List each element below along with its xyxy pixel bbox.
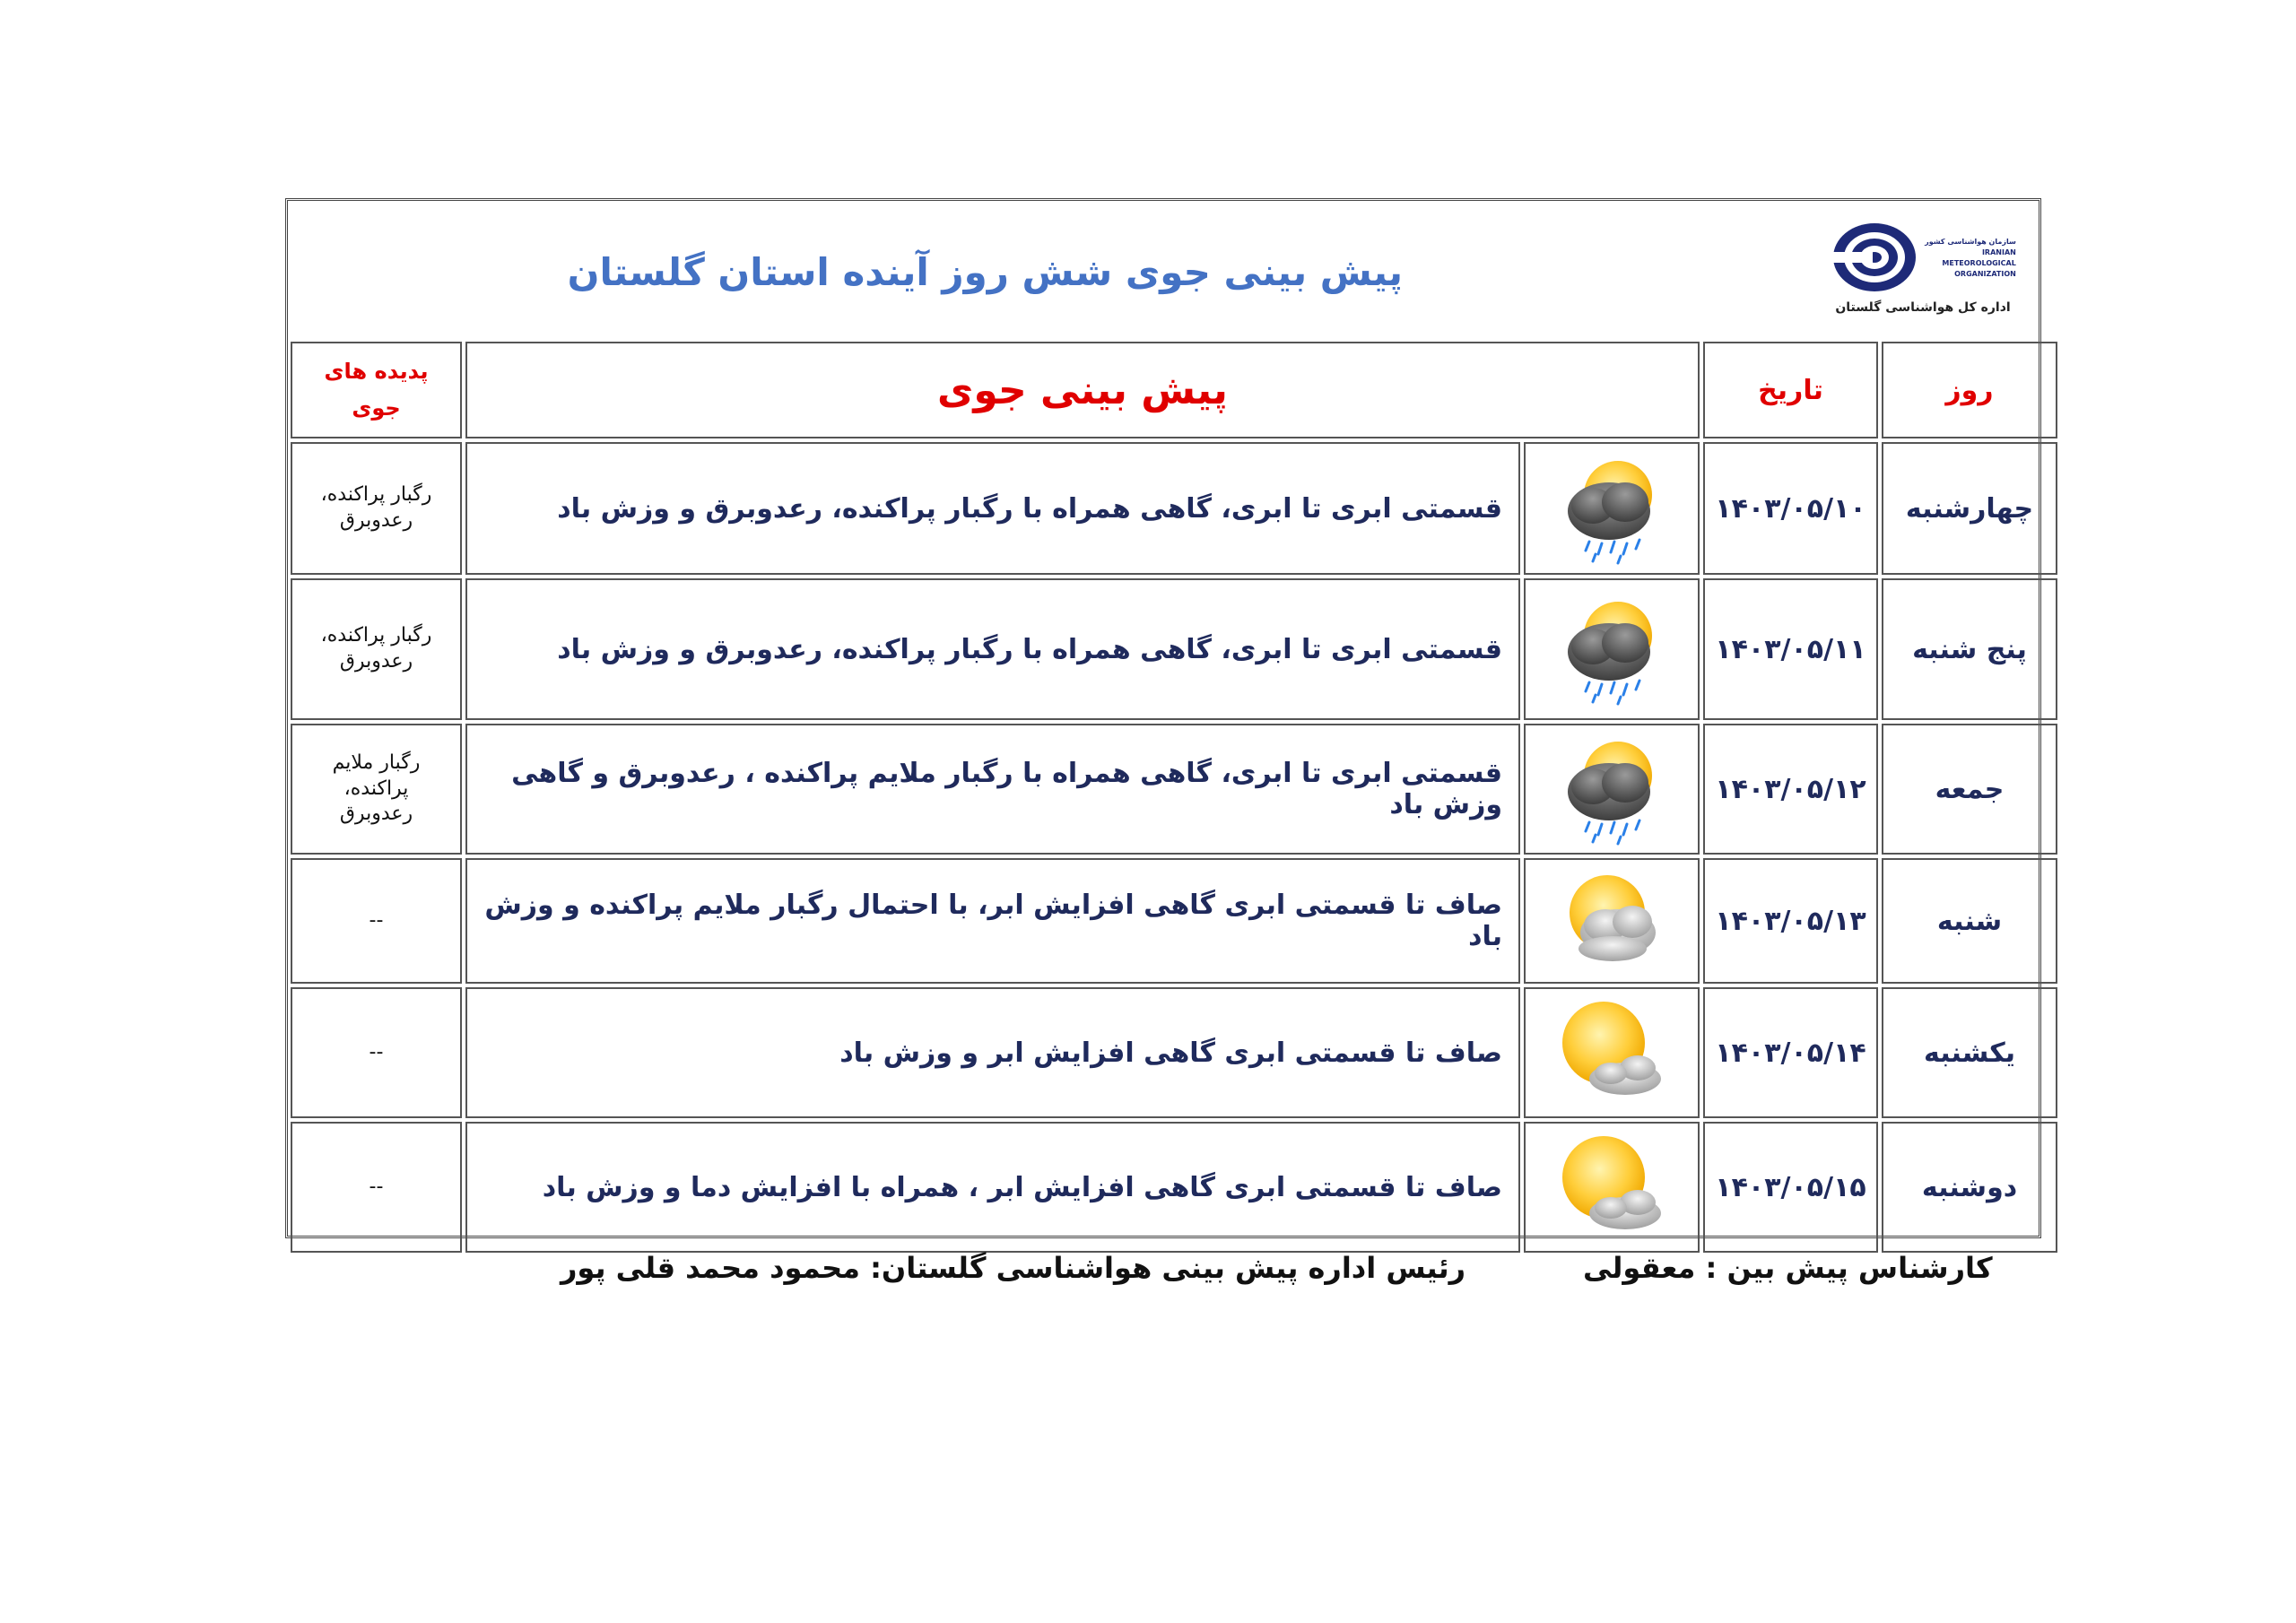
row-forecast: قسمتی ابری تا ابری، گاهی همراه با رگبار ملایم پراکنده ، رعدوبرق و گاهی وزش باد bbox=[465, 724, 1520, 855]
table-row bbox=[291, 987, 2057, 1118]
row-date: ۱۴۰۳/۰۵/۱۳ bbox=[1703, 858, 1878, 984]
sun-cloud-icon bbox=[1526, 994, 1698, 1111]
table-row bbox=[291, 858, 2057, 984]
row-weather-icon-cell bbox=[1524, 1122, 1700, 1253]
row-date: ۱۴۰۳/۰۵/۱۵ bbox=[1703, 1122, 1878, 1253]
row-phenomena-line: رگبار پراکنده، bbox=[320, 624, 432, 647]
row-phenomena bbox=[291, 578, 462, 720]
forecaster-credit: کارشناس پیش بین : معقولی bbox=[1583, 1251, 1993, 1285]
row-phenomena bbox=[291, 858, 462, 984]
row-phenomena-line: -- bbox=[369, 1175, 384, 1198]
row-day: چهارشنبه bbox=[1882, 442, 2057, 575]
row-phenomena-line: رعدوبرق bbox=[339, 803, 413, 826]
row-phenomena-line: -- bbox=[369, 908, 384, 932]
row-weather-icon-cell bbox=[1524, 578, 1700, 720]
row-date: ۱۴۰۳/۰۵/۱۴ bbox=[1703, 987, 1878, 1118]
header-phenomena bbox=[291, 342, 462, 438]
title-row bbox=[291, 204, 2057, 338]
row-forecast: قسمتی ابری تا ابری، گاهی همراه با رگبار پراکنده، رعدوبرق و وزش باد bbox=[465, 442, 1520, 575]
row-day: دوشنبه bbox=[1882, 1122, 2057, 1253]
table-row bbox=[291, 1122, 2057, 1253]
row-date: ۱۴۰۳/۰۵/۱۲ bbox=[1703, 724, 1878, 855]
head-credit: رئیس اداره پیش بینی هواشناسی گلستان: محمود محمد قلی پور bbox=[561, 1251, 1466, 1285]
row-phenomena bbox=[291, 987, 462, 1118]
logo-emblem-icon bbox=[1830, 220, 1919, 295]
row-weather-icon-cell bbox=[1524, 858, 1700, 984]
row-phenomena-line: -- bbox=[369, 1040, 384, 1063]
page-title: پیش بینی جوی شش روز آینده استان گلستان bbox=[567, 250, 1403, 294]
logo-line-2: IRANIAN bbox=[1981, 247, 2016, 256]
table-row bbox=[291, 578, 2057, 720]
table-row bbox=[291, 724, 2057, 855]
row-day: پنج شنبه bbox=[1882, 578, 2057, 720]
logo-caption: اداره کل هواشناسی گلستان bbox=[1835, 300, 2011, 315]
row-date: ۱۴۰۳/۰۵/۱۰ bbox=[1703, 442, 1878, 575]
cloudy-rain-sun-icon bbox=[1526, 450, 1698, 567]
logo-line-3: METEOROLOGICAL bbox=[1942, 258, 2016, 267]
header-phenomena-line-1: پدیده های bbox=[324, 359, 429, 385]
row-date: ۱۴۰۳/۰۵/۱۱ bbox=[1703, 578, 1878, 720]
row-phenomena-line: رگبار ملایم bbox=[332, 751, 421, 775]
row-phenomena bbox=[291, 442, 462, 575]
row-phenomena bbox=[291, 1122, 462, 1253]
header-date: تاریخ bbox=[1703, 342, 1878, 438]
header-day: روز bbox=[1882, 342, 2057, 438]
partly-cloudy-icon bbox=[1526, 863, 1698, 979]
row-weather-icon-cell bbox=[1524, 987, 1700, 1118]
row-forecast: صاف تا قسمتی ابری گاهی افزایش ابر و وزش باد bbox=[465, 987, 1520, 1118]
sun-cloud-icon bbox=[1526, 1129, 1698, 1245]
row-day: شنبه bbox=[1882, 858, 2057, 984]
cloudy-rain-sun-icon bbox=[1526, 731, 1698, 847]
row-phenomena-line: رعدوبرق bbox=[339, 509, 413, 532]
logo-line-4: ORGANIZATION bbox=[1954, 269, 2016, 278]
row-weather-icon-cell bbox=[1524, 442, 1700, 575]
header-forecast: پیش بینی جوی bbox=[465, 342, 1700, 438]
row-day: یکشنبه bbox=[1882, 987, 2057, 1118]
logo-line-1: سازمان هواشناسی کشور bbox=[1925, 237, 2016, 246]
row-forecast: قسمتی ابری تا ابری، گاهی همراه با رگبار پراکنده، رعدوبرق و وزش باد bbox=[465, 578, 1520, 720]
row-forecast: صاف تا قسمتی ابری گاهی افزایش ابر ، همراه با افزایش دما و وزش باد bbox=[465, 1122, 1520, 1253]
row-weather-icon-cell bbox=[1524, 724, 1700, 855]
cloudy-rain-sun-icon bbox=[1526, 591, 1698, 707]
row-phenomena-line: پراکنده، bbox=[344, 777, 409, 800]
forecast-table bbox=[287, 200, 2061, 1256]
row-phenomena-line: رگبار پراکنده، bbox=[320, 483, 432, 507]
row-day: جمعه bbox=[1882, 724, 2057, 855]
row-forecast: صاف تا قسمتی ابری گاهی افزایش ابر، با احتمال رگبار ملایم پراکنده و وزش باد bbox=[465, 858, 1520, 984]
header-phenomena-line-2: جوی bbox=[352, 395, 401, 421]
meteorological-organization-logo bbox=[1824, 220, 2022, 329]
row-phenomena bbox=[291, 724, 462, 855]
row-phenomena-line: رعدوبرق bbox=[339, 650, 413, 673]
table-row bbox=[291, 442, 2057, 575]
